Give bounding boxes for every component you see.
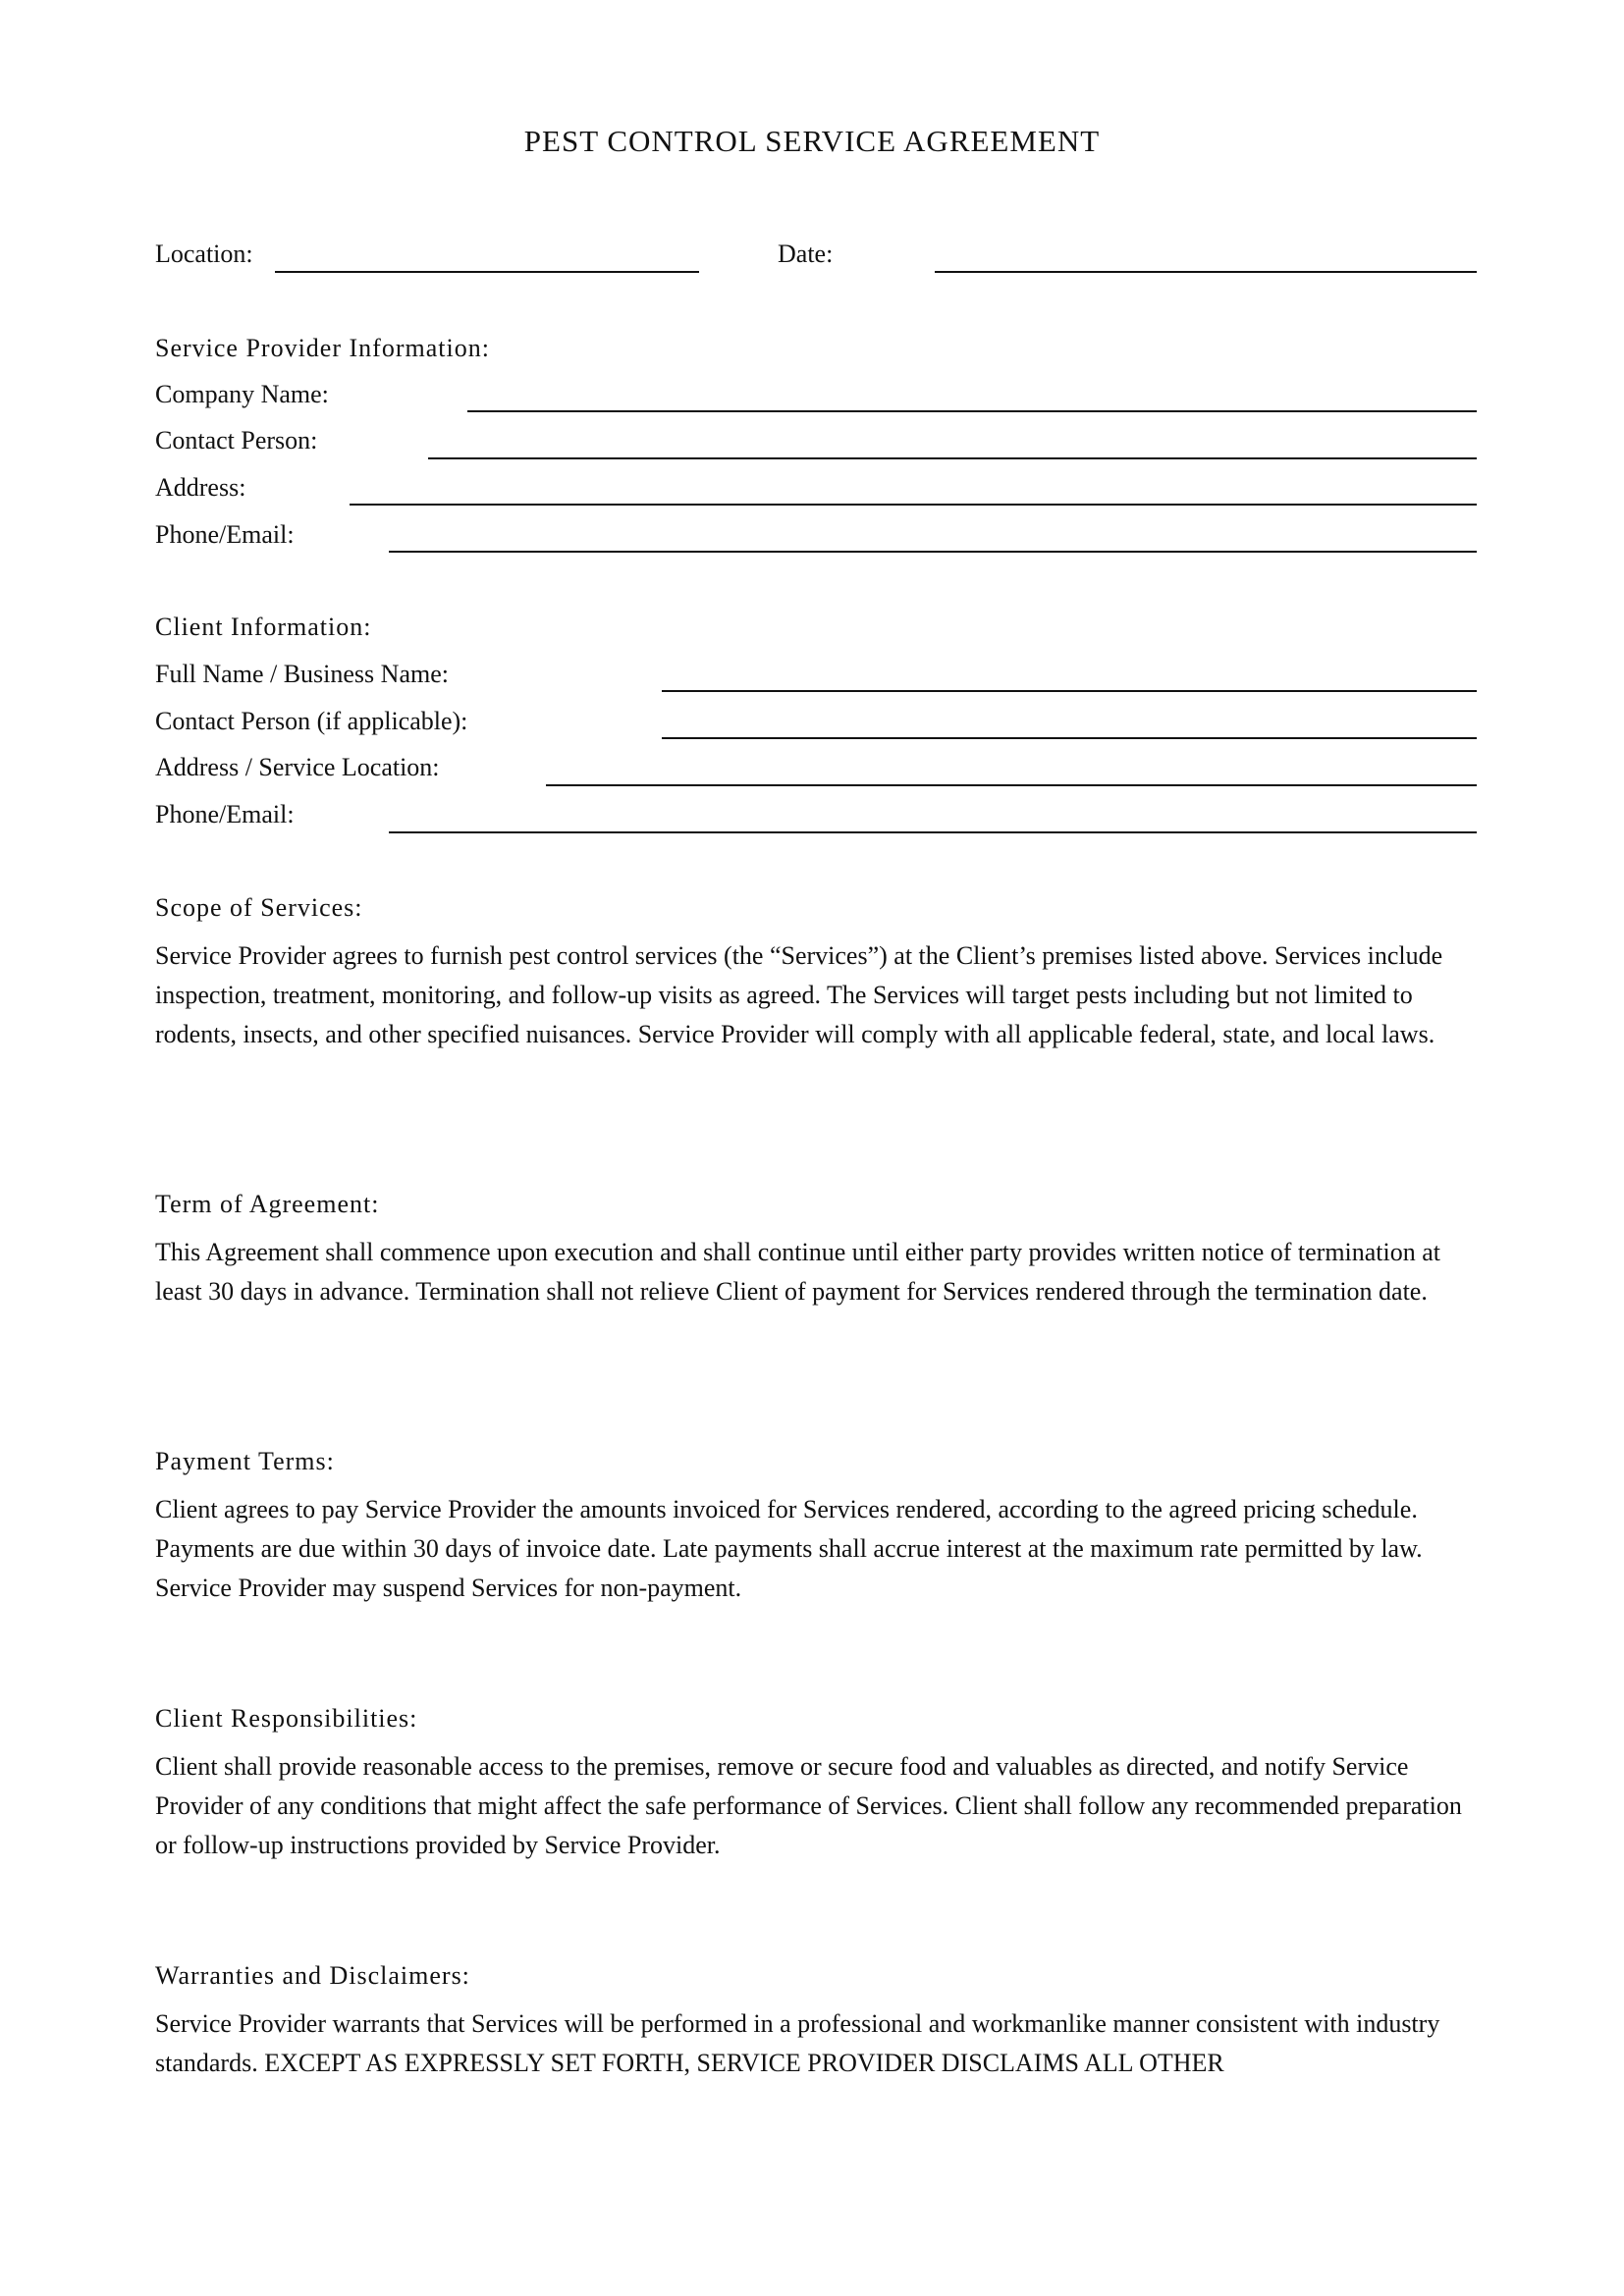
- provider-address-field-line[interactable]: [350, 504, 1477, 506]
- date-field-line[interactable]: [935, 271, 1477, 273]
- provider-address-label: Address:: [155, 473, 246, 502]
- document-title: PEST CONTROL SERVICE AGREEMENT: [523, 124, 1101, 158]
- warranties-heading: Warranties and Disclaimers:: [155, 1961, 470, 1990]
- scope-text: Service Provider agrees to furnish pest control services (the “Services”) at the Client’s premises listed above. Services include inspection, treatment, monitoring, and follow-up visits as agreed. The Services will target pests including but not limited to rodents, insects, and other specified nuisances. Service Provider will comply with all applicable federal, state, and local laws.: [155, 941, 1443, 1048]
- client-phone-email-field-line[interactable]: [389, 831, 1477, 833]
- client-address-label: Address / Service Location:: [155, 753, 440, 781]
- client-contact-person-field-line[interactable]: [662, 737, 1477, 739]
- provider-contact-person-label: Contact Person:: [155, 426, 318, 454]
- client-full-name-field-line[interactable]: [662, 690, 1477, 692]
- provider-phone-email-label: Phone/Email:: [155, 520, 295, 549]
- client-address-field-line[interactable]: [546, 784, 1477, 786]
- company-name-field-line[interactable]: [467, 410, 1477, 412]
- location-field-line[interactable]: [275, 271, 699, 273]
- company-name-label: Company Name:: [155, 380, 329, 408]
- term-text: This Agreement shall commence upon execution and shall continue until either party provides written notice of termination at least 30 days in advance. Termination shall not relieve Client of payment for Services rendered through the termination date.: [155, 1238, 1441, 1306]
- payment-text: Client agrees to pay Service Provider the amounts invoiced for Services rendered, according to the agreed pricing schedule. Payments are due within 30 days of invoice date. Late payments shall accrue interest at the maximum rate permitted by law. Service Provider may suspend Services for non-payment.: [155, 1495, 1423, 1602]
- client-contact-person-label: Contact Person (if applicable):: [155, 707, 468, 735]
- term-heading: Term of Agreement:: [155, 1190, 380, 1218]
- client-full-name-label: Full Name / Business Name:: [155, 660, 449, 688]
- provider-phone-email-field-line[interactable]: [389, 551, 1477, 553]
- provider-contact-person-field-line[interactable]: [428, 457, 1477, 459]
- responsibilities-text: Client shall provide reasonable access to the premises, remove or secure food and valuables as directed, and notify Service Provider of any conditions that might affect the safe performance of Services. Client shall follow any recommended preparation or follow-up instructions provided by Service Provider.: [155, 1752, 1462, 1859]
- payment-heading: Payment Terms:: [155, 1447, 335, 1475]
- location-label: Location:: [155, 240, 253, 268]
- client-info-heading: Client Information:: [155, 613, 372, 641]
- scope-heading: Scope of Services:: [155, 893, 363, 922]
- date-label: Date:: [778, 240, 834, 268]
- warranties-text: Service Provider warrants that Services will be performed in a professional and workmanlike manner consistent with industry standards. EXCEPT AS EXPRESSLY SET FORTH, SERVICE PROVIDER DISCLAIMS ALL OTHER: [155, 2009, 1440, 2077]
- client-phone-email-label: Phone/Email:: [155, 800, 295, 828]
- service-provider-heading: Service Provider Information:: [155, 334, 490, 362]
- responsibilities-heading: Client Responsibilities:: [155, 1704, 418, 1733]
